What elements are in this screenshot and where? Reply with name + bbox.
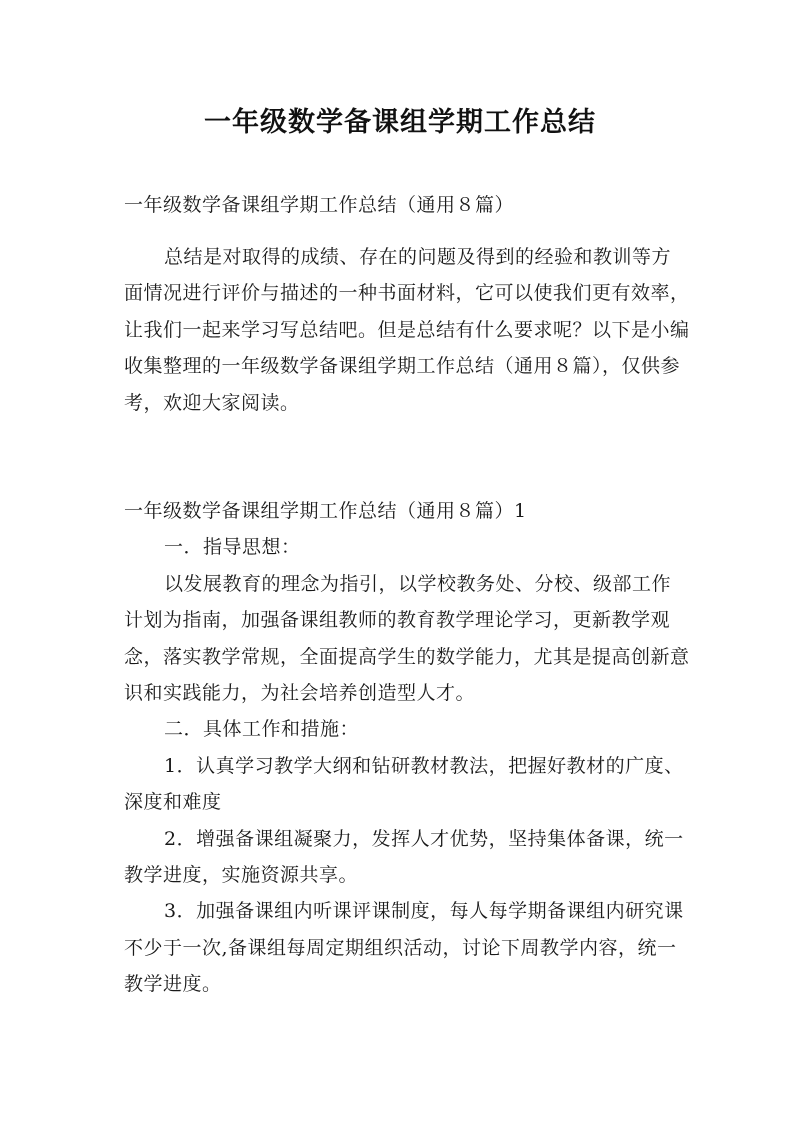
intro-block — [124, 239, 690, 421]
document-title: 一年级数学备课组学期工作总结 — [204, 107, 596, 138]
paragraph-measures-heading: 二．具体工作和措施： — [164, 718, 360, 741]
paragraph-measure-1: 1．认真学习教学大纲和钻研教材教法，把握好教材的广度、深度和难度 — [124, 754, 684, 814]
paragraph-measure-3: 3．加强备课组内听课评课制度，每人每学期备课组内研究课不少于一次,备课组每周定期组织活动，讨论下周教学内容，统一教学进度。 — [124, 900, 684, 996]
paragraph-guiding-ideology: 以发展教育的理念为指引，以学校教务处、分校、级部工作计划为指南，加强备课组教师的教育教学理论学习，更新教学观念，落实教学常规，全面提高学生的数学能力，尤其是提高创新意识和实践能力，为社会培养创造型人才。 — [124, 572, 690, 705]
section-1 — [124, 493, 690, 1003]
section-heading: 一年级数学备课组学期工作总结（通用８篇）1 — [124, 500, 527, 522]
paragraph-guiding-ideology-heading: 一．指导思想： — [164, 536, 301, 559]
paragraph-measure-2: 2．增强备课组凝聚力，发挥人才优势，坚持集体备课，统一教学进度，实施资源共享。 — [124, 827, 684, 887]
intro-paragraph: 总结是对取得的成绩、存在的问题及得到的经验和教训等方面情况进行评价与描述的一种书面材料，它可以使我们更有效率，让我们一起来学习写总结吧。但是总结有什么要求呢？以下是小编收集整理的一年级数学备课组学期工作总结（通用８篇），仅供参考，欢迎大家阅读。 — [124, 246, 690, 414]
document-subtitle: 一年级数学备课组学期工作总结（通用８篇） — [124, 194, 515, 216]
